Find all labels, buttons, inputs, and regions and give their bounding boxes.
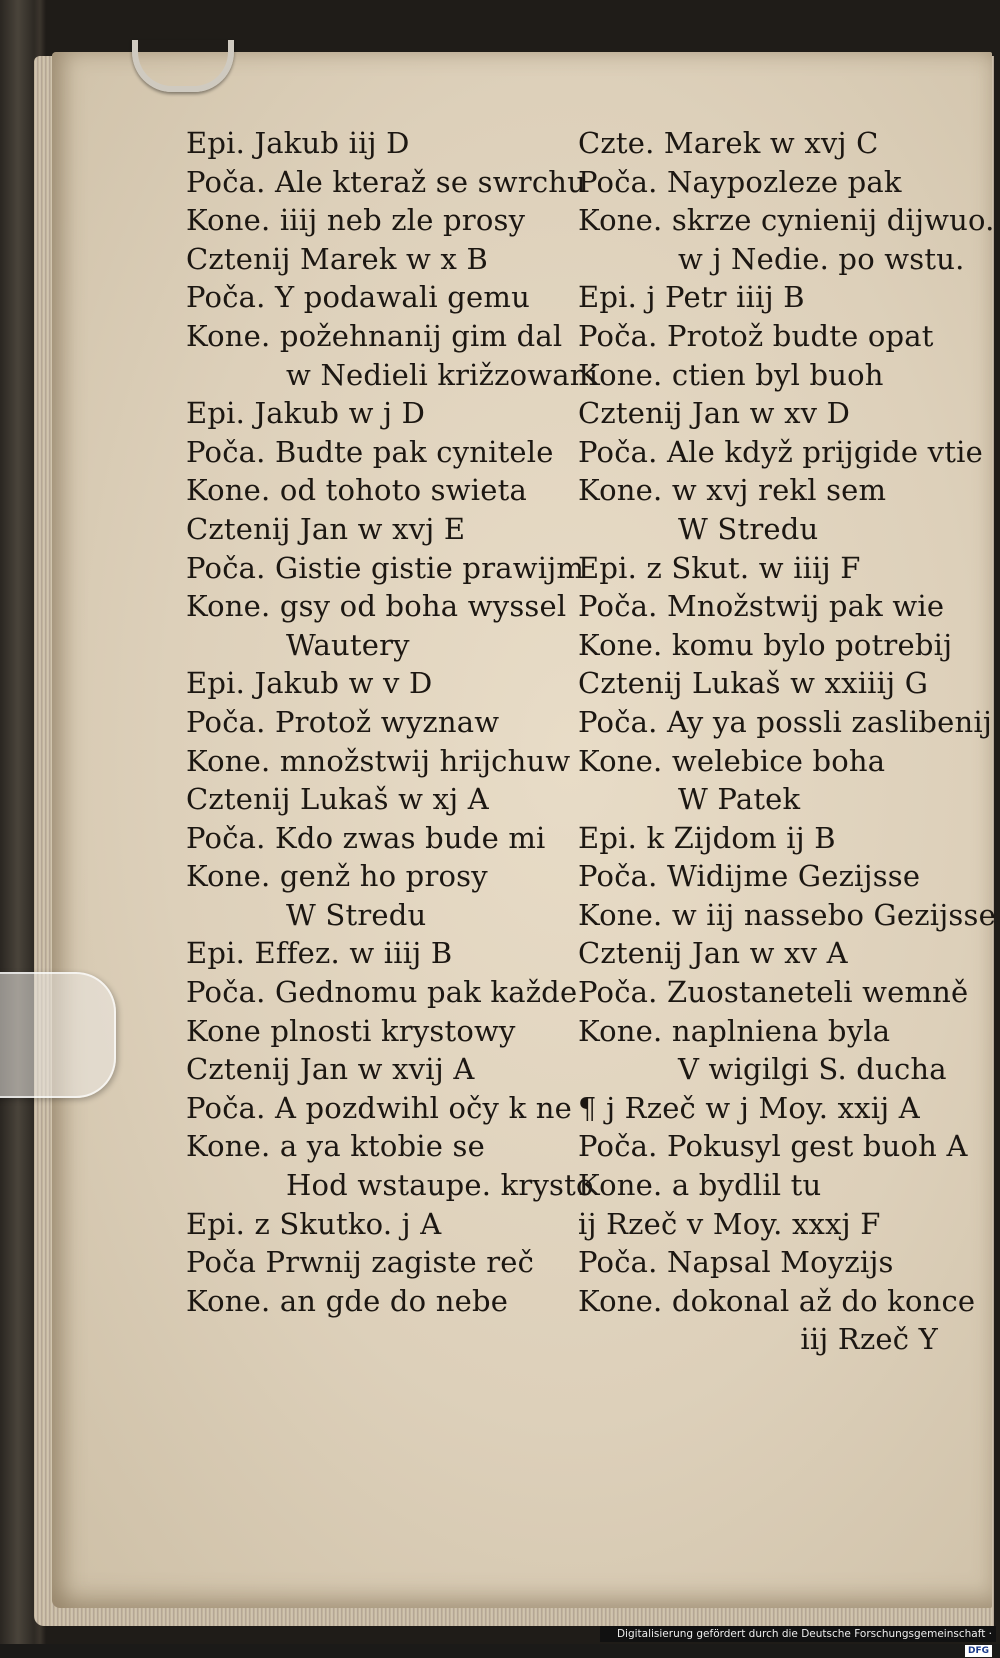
text-line: Kone. naplniena byla — [578, 1013, 891, 1048]
page-clip-side — [0, 972, 116, 1098]
text-line: Poča. Ale když prijgide vtie — [578, 434, 983, 469]
text-line: Kone. a bydlil tu — [578, 1168, 822, 1203]
text-line: Cztenij Jan w xv A — [578, 936, 848, 971]
text-line: Kone. množstwij hrijchuw — [186, 743, 571, 778]
text-line: W Patek — [678, 782, 801, 817]
text-line: Kone. od tohoto swieta — [186, 473, 527, 508]
text-line: Poča. Gistie gistie prawijm — [186, 550, 585, 585]
text-line: Cztenij Marek w x B — [186, 241, 488, 276]
text-line: Kone. w xvj rekl sem — [578, 473, 887, 508]
text-line: Epi. Jakub w v D — [186, 666, 433, 701]
text-line: Kone. komu bylo potrebij — [578, 627, 953, 662]
text-line: Epi. Effez. w iiij B — [186, 936, 453, 971]
text-line: V wigilgi S. ducha — [678, 1052, 947, 1087]
text-line: W Stredu — [678, 511, 819, 546]
text-line: Poča. Pokusyl gest buoh A — [578, 1129, 968, 1164]
text-line: Kone. skrze cynienij dijwuo. — [578, 203, 995, 238]
text-line: Poča. Widijme Gezijsse — [578, 859, 921, 894]
text-line: Poča. Protož wyznaw — [186, 704, 500, 739]
text-line: Epi. Jakub w j D — [186, 396, 426, 431]
text-line: Poča. A pozdwihl očy k ne — [186, 1090, 572, 1125]
text-line: Poča. Budte pak cynitele — [186, 434, 554, 469]
text-column-right — [578, 124, 996, 1359]
text-line: Kone. požehnanij gim dal — [186, 318, 563, 353]
text-line: Cztenij Jan w xv D — [578, 396, 851, 431]
text-line: Poča. Ay ya possli zaslibenij — [578, 704, 993, 739]
credit-text: Digitalisierung gefördert durch die Deutsche Forschungsgemeinschaft · — [616, 1628, 992, 1640]
text-line: Poča. Kdo zwas bude mi — [186, 820, 546, 855]
text-line: Kone. gsy od boha wyssel — [186, 589, 567, 624]
text-line: Poča. Zuostaneteli wemně — [578, 975, 969, 1010]
text-line: iij Rzeč Y — [800, 1322, 938, 1357]
text-line: Poča. Napsal Moyzijs — [578, 1245, 894, 1280]
text-line: Poča. Množstwij pak wie — [578, 589, 945, 624]
text-line: Cztenij Jan w xvij A — [186, 1052, 475, 1087]
text-line: Epi. Jakub iij D — [186, 126, 410, 160]
text-line: W Stredu — [286, 897, 427, 932]
text-line: Poča. Y podawali gemu — [186, 280, 530, 315]
text-line: Kone. iiij neb zle prosy — [186, 203, 526, 238]
text-line: Kone. welebice boha — [578, 743, 886, 778]
text-column-left — [186, 124, 599, 1320]
text-line: ¶ j Rzeč w j Moy. xxij A — [578, 1090, 920, 1125]
text-line: w j Nedie. po wstu. — [678, 241, 965, 276]
text-line: Poča Prwnij zagiste reč — [186, 1245, 535, 1280]
text-line: Kone. an gde do nebe — [186, 1283, 509, 1318]
text-line: Kone. ctien byl buoh — [578, 357, 884, 392]
text-line: Wautery — [286, 627, 410, 662]
text-line: w Nedieli križzowani — [286, 357, 599, 392]
text-line: Kone. genž ho prosy — [186, 859, 488, 894]
text-line: Kone. a ya ktobie se — [186, 1129, 485, 1164]
text-line: Epi. k Zijdom ij B — [578, 820, 836, 855]
text-line: Cztenij Lukaš w xxiiij G — [578, 666, 929, 701]
text-line: Poča. Protož budte opat — [578, 318, 934, 353]
text-line: Poča. Naypozleze pak — [578, 164, 902, 199]
text-line: Epi. j Petr iiij B — [578, 280, 805, 315]
text-line: Cztenij Lukaš w xj A — [186, 782, 489, 817]
text-line: Poča. Gednomu pak každe — [186, 975, 578, 1010]
text-line: Kone. w iij nassebo Gezijsse — [578, 897, 996, 932]
digitization-credit — [600, 1626, 996, 1656]
text-line: Kone plnosti krystowy — [186, 1013, 516, 1048]
text-line: Epi. z Skutko. j A — [186, 1206, 442, 1241]
text-line: Hod wstaupe. krysto — [286, 1168, 594, 1203]
text-line: ij Rzeč v Moy. xxxj F — [578, 1206, 881, 1241]
text-line: Cztenij Jan w xvj E — [186, 511, 466, 546]
text-line: Kone. dokonal až do konce — [578, 1283, 976, 1318]
text-line: Poča. Ale kteraž se swrchu — [186, 164, 587, 199]
text-line: Czte. Marek w xvj C — [578, 126, 879, 160]
dfg-logo: DFG — [965, 1645, 992, 1657]
text-line: Epi. z Skut. w iiij F — [578, 550, 861, 585]
